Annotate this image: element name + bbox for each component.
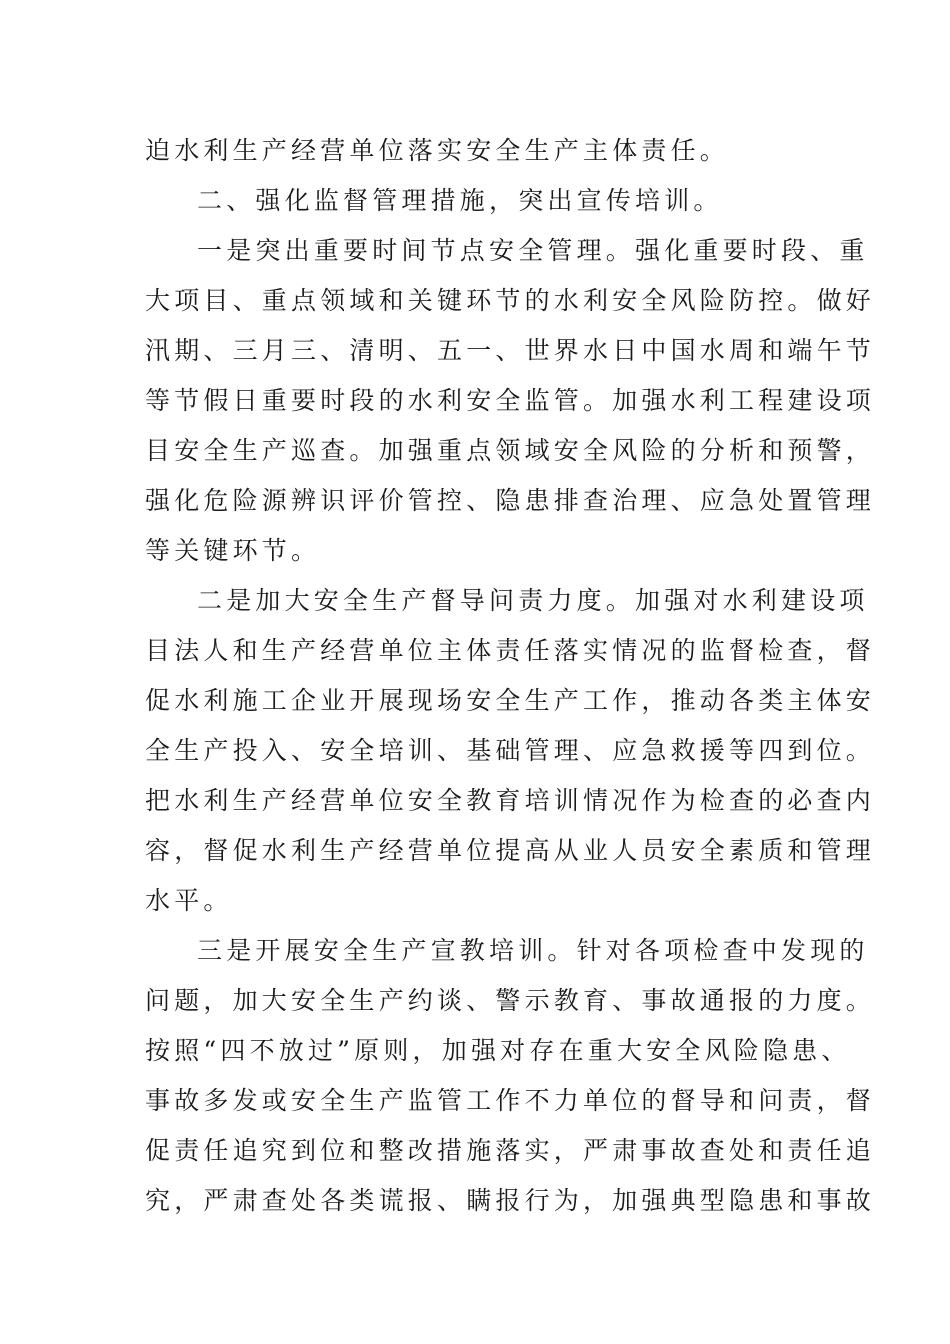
text-line: 促水利施工企业开展现场安全生产工作，推动各类主体安	[145, 686, 876, 715]
text-line: 目安全生产巡查。加强重点领域安全风险的分析和预警，	[145, 436, 876, 465]
text-line: 等关键环节。	[145, 536, 321, 565]
text-line: 问题，加大安全生产约谈、警示教育、事故通报的力度。	[145, 986, 876, 1015]
text-line: 目法人和生产经营单位主体责任落实情况的监督检查，督	[145, 636, 876, 665]
text-line: 强化危险源辨识评价管控、隐患排查治理、应急处置管理	[145, 486, 876, 515]
text-line: 全生产投入、安全培训、基础管理、应急救援等四到位。	[145, 736, 876, 765]
text-line: 一是突出重要时间节点安全管理。强化重要时段、重	[197, 236, 869, 265]
text-line: 把水利生产经营单位安全教育培训情况作为检查的必查内	[145, 786, 876, 815]
text-line: 等节假日重要时段的水利安全监管。加强水利工程建设项	[145, 386, 876, 415]
text-line: 汛期、三月三、清明、五一、世界水日中国水周和端午节	[145, 336, 876, 365]
text-line: 二是加大安全生产督导问责力度。加强对水利建设项	[197, 586, 869, 615]
text-line: 水平。	[145, 886, 233, 915]
text-line: 容，督促水利生产经营单位提高从业人员安全素质和管理	[145, 836, 876, 865]
text-line: 促责任追究到位和整改措施落实，严肃事故查处和责任追	[145, 1136, 876, 1165]
text-line: 大项目、重点领域和关键环节的水利安全风险防控。做好	[145, 286, 876, 315]
text-line: 按照“四不放过”原则，加强对存在重大安全风险隐患、	[145, 1036, 851, 1065]
text-line: 究，严肃查处各类谎报、瞒报行为，加强典型隐患和事故	[145, 1186, 876, 1215]
section-heading: 二、强化监督管理措施，突出宣传培训。	[197, 186, 723, 215]
text-line: 三是开展安全生产宣教培训。针对各项检查中发现的	[197, 936, 869, 965]
text-line: 迫水利生产经营单位落实安全生产主体责任。	[145, 136, 730, 165]
text-line: 事故多发或安全生产监管工作不力单位的督导和问责，督	[145, 1086, 876, 1115]
